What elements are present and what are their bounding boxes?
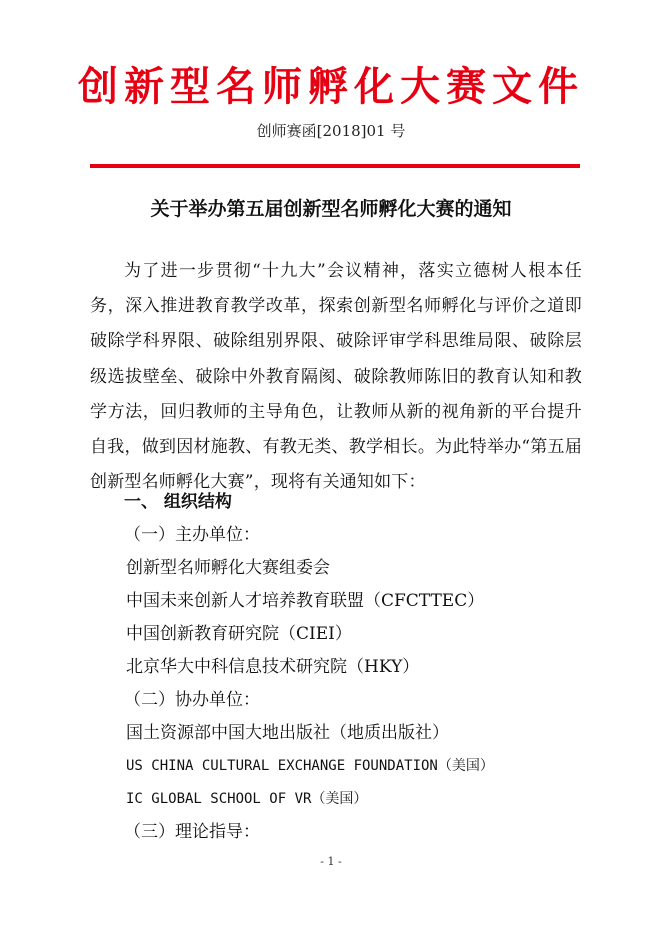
co-host-unit-item: IC GLOBAL SCHOOL OF VR（美国）	[126, 791, 368, 807]
intro-paragraph: 为了进一步贯彻“十九大”会议精神，落实立德树人根本任务，深入推进教育教学改革，探索创新型名师孵化与评价之道即破除学科界限、破除组别界限、破除评审学科思维局限、破除层级选拔壁垒、破除中外教育隔阂、破除教师陈旧的教育认知和教学方法，回归教师的主导角色，让教师从新的视角新的平台提升自我，做到因材施教、有教无类、教学相长。为此特举办“第五届创新型名师孵化大赛”，现将有关通知如下：	[90, 261, 582, 493]
host-unit-item: 中国未来创新人才培养教育联盟（CFCTTEC）	[126, 591, 485, 611]
host-units-label: （一）主办单位：	[124, 525, 260, 545]
co-host-units-label: （二）协办单位：	[124, 690, 260, 710]
host-unit-item: 北京华大中科信息技术研究院（HKY）	[126, 657, 420, 677]
document-header-title: 创新型名师孵化大赛文件	[78, 64, 584, 110]
host-unit-item: 创新型名师孵化大赛组委会	[126, 558, 330, 578]
co-host-unit-item: US CHINA CULTURAL EXCHANGE FOUNDATION（美国）	[126, 758, 494, 774]
host-unit-item: 中国创新教育研究院（CIEI）	[126, 624, 352, 644]
theory-guidance-label: （三）理论指导：	[124, 822, 260, 842]
page-number: - 1 -	[320, 855, 342, 868]
document-number: 创师赛函[2018]01 号	[256, 122, 406, 140]
red-divider-rule	[90, 164, 580, 168]
co-host-unit-item: 国土资源部中国大地出版社（地质出版社）	[126, 723, 449, 743]
section-heading-organization: 一、 组织结构	[124, 492, 232, 512]
notice-title: 关于举办第五届创新型名师孵化大赛的通知	[150, 198, 512, 220]
